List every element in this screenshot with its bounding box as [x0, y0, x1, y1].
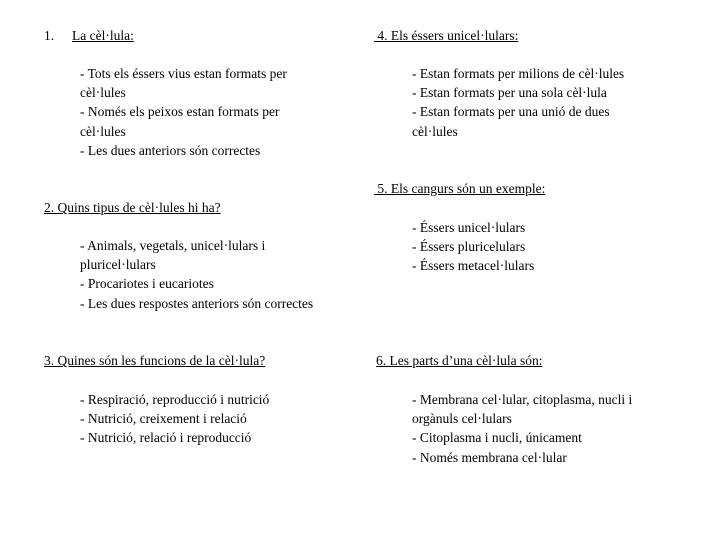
question-3-title: 3. Quines són les funcions de la cèl·lula? [44, 353, 266, 368]
answer-line: - Animals, vegetals, unicel·lulars i [80, 238, 266, 253]
answer-line: cèl·lules [80, 85, 126, 101]
question-6-title: 6. Les parts d’una cèl·lula són: [376, 353, 543, 368]
question-6-answers [412, 390, 632, 467]
question-1-number: 1. [44, 28, 55, 43]
answer-line: - Només els peixos estan formats per [80, 104, 280, 120]
question-3-answers [80, 390, 269, 448]
answer-line: - Éssers pluricelulars [412, 239, 526, 255]
question-5-title: 5. Els cangurs són un exemple: [374, 181, 546, 196]
answer-line: - Només membrana cel·lular [412, 449, 567, 465]
answer-line: - Nutrició, creixement i relació [80, 411, 247, 427]
answer-line: - Estan formats per una sola cèl·lula [412, 85, 607, 101]
question-1-answers [80, 64, 287, 160]
question-4-title: 4. Els éssers unicel·lulars: [374, 28, 519, 43]
answer-line: cèl·lules [412, 123, 458, 139]
answer-line: - Estan formats per una unió de dues [412, 104, 610, 120]
answer-line: - Éssers unicel·lulars [412, 220, 526, 235]
question-1-title: La cèl·lula: [72, 28, 134, 43]
answer-line: - Citoplasma i nucli, únicament [412, 430, 582, 446]
question-5-answers [412, 218, 534, 276]
question-2-title: 2. Quins tipus de cèl·lules hi ha? [44, 200, 221, 215]
answer-line: pluricel·lulars [80, 257, 156, 273]
answer-line: - Les dues respostes anteriors són correctes [80, 295, 314, 311]
answer-line: orgànuls cel·lulars [412, 411, 512, 427]
answer-line: - Les dues anteriors són correctes [80, 142, 261, 158]
answer-line: - Membrana cel·lular, citoplasma, nucli i [412, 392, 633, 407]
question-2-answers [80, 236, 313, 313]
question-4-answers [412, 64, 624, 141]
answer-line: - Procariotes i eucariotes [80, 276, 214, 292]
answer-line: cèl·lules [80, 123, 126, 139]
answer-line: - Éssers metacel·lulars [412, 258, 535, 274]
answer-line: - Nutrició, relació i reproducció [80, 430, 252, 446]
answer-line: - Tots els éssers vius estan formats per [80, 66, 287, 81]
answer-line: - Respiració, reproducció i nutrició [80, 392, 270, 407]
answer-line: - Estan formats per milions de cèl·lules [412, 66, 625, 81]
